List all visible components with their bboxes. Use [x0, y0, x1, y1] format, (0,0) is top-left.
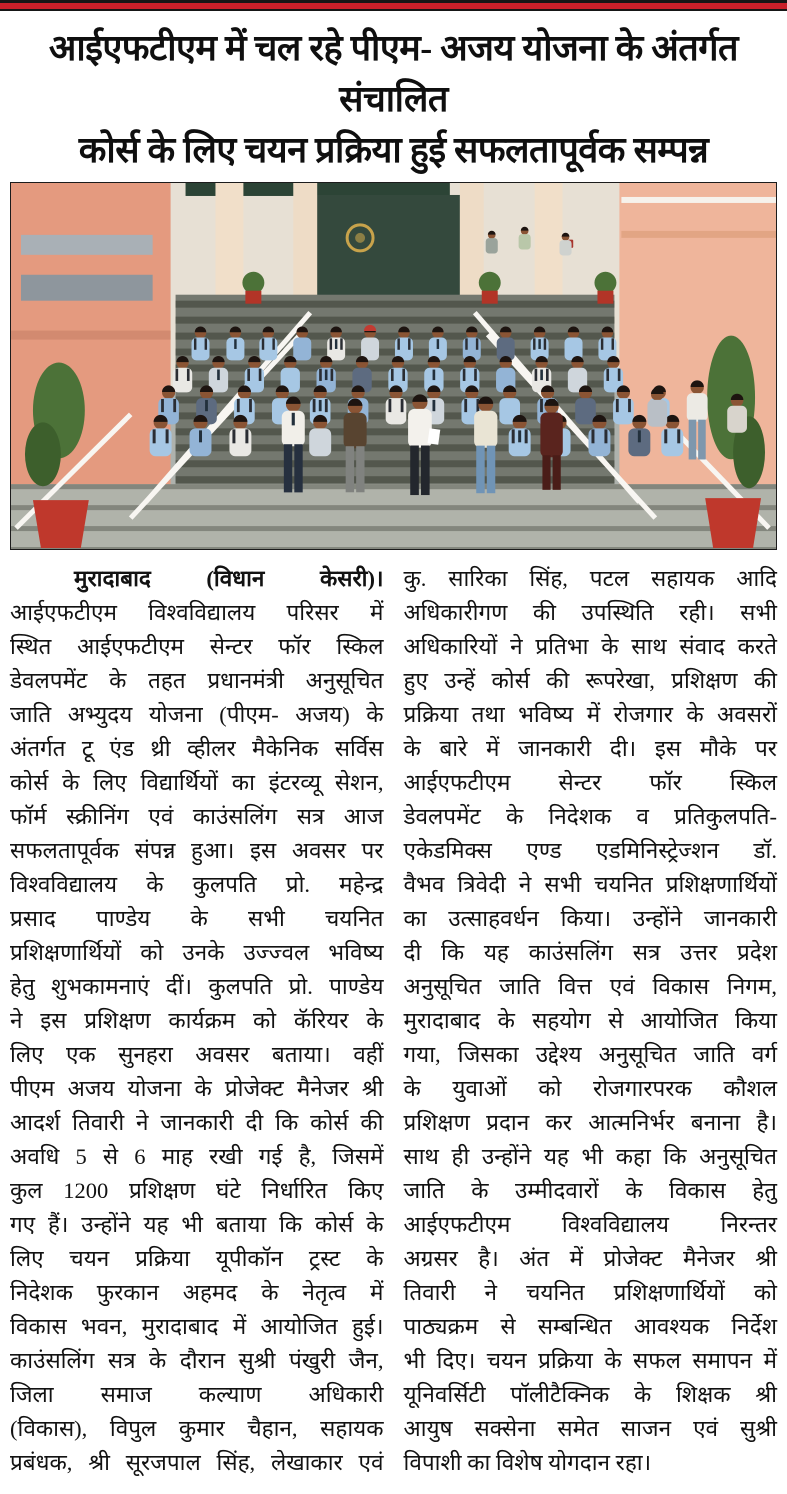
article-line: पाठ्यक्रम से सम्बन्धित आवश्यक निर्देश — [403, 1314, 777, 1340]
article-line: यूनिवर्सिटी पॉलीटैक्निक के शिक्षक श्री — [403, 1382, 777, 1408]
article-line: प्रसाद पाण्डेय के सभी चयनित — [10, 906, 384, 932]
article-line: प्रक्रिया तथा भविष्य में रोजगार के अवसरों — [403, 702, 777, 728]
article-line: निदेशक फुरकान अहमद के नेतृत्व में — [10, 1280, 384, 1306]
article-line: भी दिए। चयन प्रक्रिया के सफल समापन में — [403, 1348, 777, 1374]
article-line: प्रबंधक, श्री सूरजपाल सिंह, लेखाकार एवं — [10, 1450, 384, 1476]
article-line: गया, जिसका उद्देश्य अनुसूचित जाति वर्ग — [403, 1042, 777, 1068]
article-line: अग्रसर है। अंत में प्रोजेक्ट मैनेजर श्री — [403, 1246, 777, 1272]
article-line: विश्वविद्यालय के कुलपति प्रो. महेन्द्र — [10, 872, 384, 898]
article-line: विपाशी का विशेष योगदान रहा। — [403, 1450, 652, 1476]
article-column-left — [10, 562, 384, 1480]
article-line: फॉर्म स्क्रीनिंग एवं काउंसलिंग सत्र आज — [10, 804, 384, 830]
article-line: (विकास), विपुल कुमार चैहान, सहायक — [10, 1416, 384, 1442]
article-line: जिला समाज कल्याण अधिकारी — [10, 1382, 384, 1408]
article-line: डेवलपमेंट के तहत प्रधानमंत्री अनुसूचित — [10, 668, 384, 694]
article-headline — [8, 23, 779, 176]
masthead-rule-black-bottom — [0, 9, 787, 11]
article-line: ने इस प्रशिक्षण कार्यक्रम को कॅरियर के — [10, 1008, 384, 1034]
flower-pot-right — [705, 498, 761, 548]
article-line: कोर्स के लिए विद्यार्थियों का इंटरव्यू सेशन, — [10, 770, 384, 796]
article-line: डेवलपमेंट के निदेशक व प्रतिकुलपति- — [403, 804, 777, 830]
article-line: अवधि 5 से 6 माह रखी गई है, जिसमें — [10, 1144, 384, 1170]
article-line: मुरादाबाद के सहयोग से आयोजित किया — [403, 1008, 777, 1034]
article-line: स्थित आईएफटीएम सेन्टर फॉर स्किल — [10, 634, 384, 660]
article-line: जाति अभ्युदय योजना (पीएम- अजय) के — [10, 702, 384, 728]
article-photo — [10, 182, 777, 550]
article-line: कु. सारिका सिंह, पटल सहायक आदि — [403, 566, 777, 592]
article-line: काउंसलिंग सत्र के दौरान सुश्री पंखुरी जैन, — [10, 1348, 384, 1374]
headline-line-1: आईएफटीएम में चल रहे पीएम- अजय योजना के अंतर्गत संचालित — [48, 28, 739, 120]
article-line: दी कि यह काउंसलिंग सत्र उत्तर प्रदेश — [403, 940, 777, 966]
article-line: अनुसूचित जाति वित्त एवं विकास निगम, — [403, 974, 777, 1000]
article-line: पीएम अजय योजना के प्रोजेक्ट मैनेजर श्री — [10, 1076, 384, 1102]
article-line: एकेडमिक्स एण्ड एडमिनिस्ट्रेज्शन डॉ. — [403, 838, 777, 864]
article-line: लिए चयन प्रक्रिया यूपीकॉन ट्रस्ट के — [10, 1246, 384, 1272]
article-line: गए हैं। उन्होंने यह भी बताया कि कोर्स के — [10, 1212, 384, 1238]
article-line: जाति के उम्मीदवारों के विकास हेतु — [403, 1178, 777, 1204]
article-line: आईएफटीएम विश्वविद्यालय निरन्तर — [403, 1212, 777, 1238]
article-body — [0, 560, 787, 1494]
article-line: आईएफटीएम सेन्टर फॉर स्किल — [403, 770, 777, 796]
article-line: विकास भवन, मुरादाबाद में आयोजित हुई। — [10, 1314, 384, 1340]
dateline: मुरादाबाद (विधान केसरी)। — [74, 566, 384, 592]
article-line: आदर्श तिवारी ने जानकारी दी कि कोर्स की — [10, 1110, 384, 1136]
group-photo-illustration — [11, 183, 776, 549]
article-line: कुल 1200 प्रशिक्षण घंटे निर्धारित किए — [10, 1178, 384, 1204]
article-line: वैभव त्रिवेदी ने सभी चयनित प्रशिक्षणार्थियों — [403, 872, 777, 898]
article-line: हुए उन्हें कोर्स की रूपरेखा, प्रशिक्षण की — [403, 668, 777, 694]
article-column-right — [404, 562, 778, 1480]
article-line: हेतु शुभकामनाएं दीं। कुलपति प्रो. पाण्डेय — [10, 974, 384, 1000]
article-line: अधिकारियों ने प्रतिभा के साथ संवाद करते — [403, 634, 777, 660]
article-line: लिए एक सुनहरा अवसर बताया। वहीं — [10, 1042, 384, 1068]
article-line: सफलतापूर्वक संपन्न हुआ। इस अवसर पर — [10, 838, 384, 864]
article-line: का उत्साहवर्धन किया। उन्होंने जानकारी — [403, 906, 777, 932]
article-line: आयुष सक्सेना समेत साजन एवं सुश्री — [403, 1416, 777, 1442]
article-line: के बारे में जानकारी दी। इस मौके पर — [403, 736, 777, 762]
article-line: अंतर्गत टू एंड थ्री व्हीलर मैकेनिक सर्विस — [10, 736, 384, 762]
article-line: आईएफटीएम विश्वविद्यालय परिसर में — [10, 600, 384, 626]
article-line: अधिकारीगण की उपस्थिति रही। सभी — [403, 600, 777, 626]
article-line: तिवारी ने चयनित प्रशिक्षणार्थियों को — [403, 1280, 777, 1306]
article-line: साथ ही उन्होंने यह भी कहा कि अनुसूचित — [403, 1144, 777, 1170]
article-line: प्रशिक्षणार्थियों को उनके उज्ज्वल भविष्य — [10, 940, 384, 966]
article-line: प्रशिक्षण प्रदान कर आत्मनिर्भर बनाना है। — [403, 1110, 777, 1136]
flower-pot-left — [33, 500, 89, 548]
article-line: के युवाओं को रोजगारपरक कौशल — [403, 1076, 777, 1102]
headline-line-2: कोर्स के लिए चयन प्रक्रिया हुई सफलतापूर्वक सम्पन्न — [78, 130, 709, 171]
